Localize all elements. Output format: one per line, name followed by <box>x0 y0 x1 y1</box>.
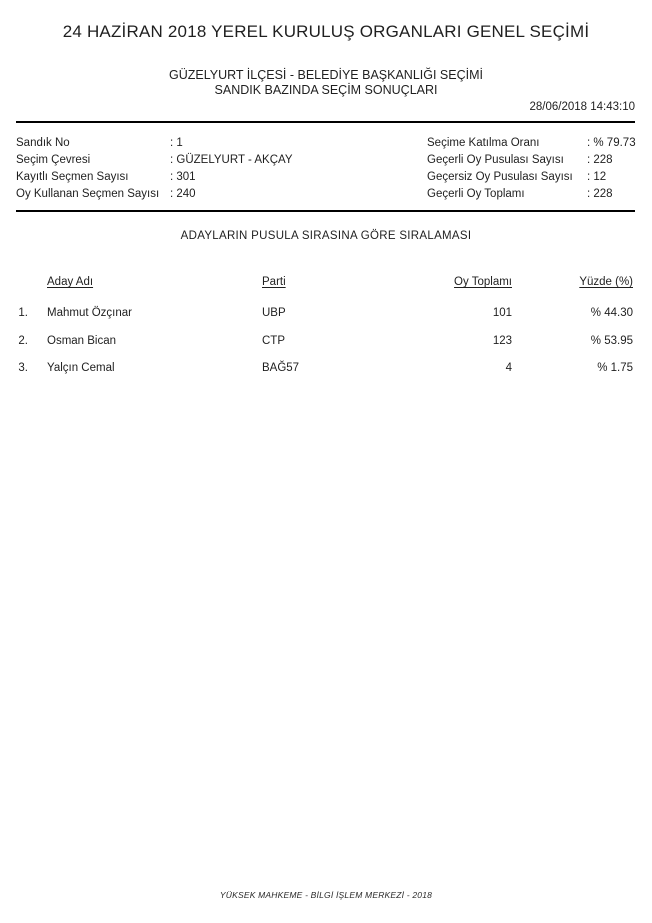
cell-vote-total: 4 <box>505 362 512 374</box>
info-value: : 1 <box>170 137 183 149</box>
cell-candidate-name: Mahmut Özçınar <box>47 307 132 319</box>
info-label: Geçerli Oy Pusulası Sayısı <box>427 154 564 166</box>
cell-candidate-name: Yalçın Cemal <box>47 362 115 374</box>
results-table-header <box>0 275 652 290</box>
info-value: : 301 <box>170 171 196 183</box>
header-percentage: Yüzde (%) <box>579 276 633 288</box>
cell-party: UBP <box>262 307 286 319</box>
cell-vote-total: 123 <box>492 335 512 347</box>
ballot-info-right-column <box>427 135 639 203</box>
ballot-info-left-column <box>16 135 316 203</box>
cell-party: BAĞ57 <box>262 362 300 374</box>
info-value: : 12 <box>587 171 607 183</box>
info-line-secim-cevresi <box>16 152 316 169</box>
info-value: : % 79.73 <box>587 137 636 149</box>
cell-candidate-name: Osman Bican <box>47 335 117 347</box>
info-line-katilma-orani <box>427 135 639 152</box>
header-vote-total: Oy Toplamı <box>454 276 512 288</box>
cell-percentage: % 1.75 <box>597 362 633 374</box>
report-subtitle-results: SANDIK BAZINDA SEÇİM SONUÇLARI <box>214 83 438 97</box>
info-line-gecerli-toplam <box>427 186 639 203</box>
header-candidate-name: Aday Adı <box>47 276 94 288</box>
table-row <box>0 361 652 376</box>
cell-percentage: % 44.30 <box>590 307 633 319</box>
info-value: : 228 <box>587 154 613 166</box>
info-line-oy-kullanan <box>16 186 316 203</box>
divider-info <box>16 210 635 212</box>
cell-row-number: 2. <box>18 335 28 347</box>
candidates-section-title: ADAYLARIN PUSULA SIRASINA GÖRE SIRALAMASI <box>180 230 472 242</box>
info-line-kayitli-secmen <box>16 169 316 186</box>
header-party: Parti <box>262 276 286 288</box>
info-label: Seçim Çevresi <box>16 154 91 166</box>
info-line-gecersiz-pusula <box>427 169 639 186</box>
cell-vote-total: 101 <box>492 307 512 319</box>
cell-party: CTP <box>262 335 285 347</box>
info-label: Kayıtlı Seçmen Sayısı <box>16 171 129 183</box>
info-value: : GÜZELYURT - AKÇAY <box>170 154 293 166</box>
report-subtitle-district: GÜZELYURT İLÇESİ - BELEDİYE BAŞKANLIĞI SEÇİMİ <box>169 68 483 82</box>
cell-row-number: 3. <box>18 362 28 374</box>
footer-credit: YÜKSEK MAHKEME - BİLGİ İŞLEM MERKEZİ - 2018 <box>219 890 433 900</box>
info-label: Seçime Katılma Oranı <box>427 137 540 149</box>
info-value: : 228 <box>587 188 613 200</box>
info-label: Oy Kullanan Seçmen Sayısı <box>16 188 160 200</box>
divider-header <box>16 121 635 123</box>
report-title: 24 HAZİRAN 2018 YEREL KURULUŞ ORGANLARI GENEL SEÇİMİ <box>62 22 590 41</box>
info-label: Geçerli Oy Toplamı <box>427 188 525 200</box>
cell-row-number: 1. <box>18 307 28 319</box>
info-label: Geçersiz Oy Pusulası Sayısı <box>427 171 573 183</box>
info-line-gecerli-pusula <box>427 152 639 169</box>
info-value: : 240 <box>170 188 196 200</box>
report-timestamp: 28/06/2018 14:43:10 <box>529 101 635 113</box>
cell-percentage: % 53.95 <box>590 335 633 347</box>
info-line-sandik-no <box>16 135 316 152</box>
table-row <box>0 334 652 349</box>
info-label: Sandık No <box>16 137 70 149</box>
table-row <box>0 306 652 321</box>
